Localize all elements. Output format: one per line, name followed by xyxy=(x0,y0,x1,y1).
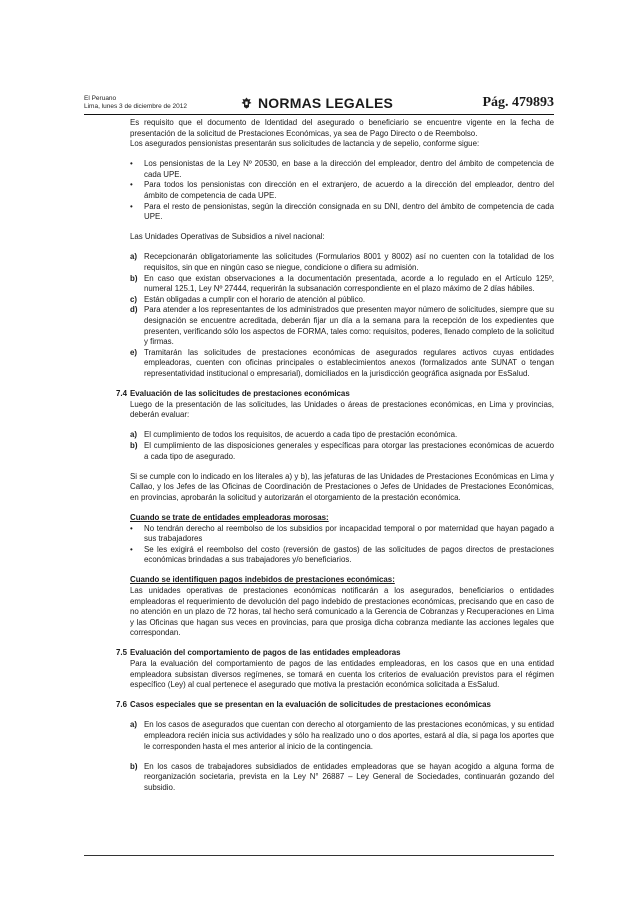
document-body xyxy=(84,118,554,793)
item-marker: b) xyxy=(130,273,138,283)
morosas-heading-text: Cuando se trate de entidades empleadoras morosas xyxy=(130,512,327,522)
item-marker: e) xyxy=(130,347,138,357)
units-heading: Las Unidades Operativas de Subsidios a nivel nacional: xyxy=(130,232,325,242)
list-item-text: En caso que existan observaciones a la documentación presentada, acorde a lo regulado en el Artículo 125º, numeral 125.1, Ley Nº 27444, requerirán la subsanación correspondiente en el plazo máximo de 2 días hábiles. xyxy=(144,273,554,294)
intro-paragraph: Es requisito que el documento de Identidad del asegurado o beneficiario se encuentre vigente en la fecha de presentación de la solicitud de Prestaciones Económicas, ya sea de Pago Directo o de Reembolso. xyxy=(130,118,554,138)
section-number: 7.4 xyxy=(116,389,127,399)
intro-paragraph: Los asegurados pensionistas presentarán sus solicitudes de lactancia y de sepelio, conforme sigue: xyxy=(130,139,480,149)
list-item xyxy=(84,524,554,545)
list-item xyxy=(84,441,554,462)
list-item-text: Están obligadas a cumplir con el horario de atención al público. xyxy=(144,294,366,304)
bullet-icon: • xyxy=(130,523,133,533)
list-item xyxy=(84,274,554,295)
list-item xyxy=(84,202,554,223)
section-title: Evaluación del comportamiento de pagos de las entidades empleadoras xyxy=(130,648,401,658)
list-item xyxy=(84,720,554,752)
bullet-icon: • xyxy=(130,201,133,211)
section-title: Casos especiales que se presentan en la evaluación de solicitudes de prestaciones económicas xyxy=(130,700,491,710)
section-heading-7-4 xyxy=(84,389,554,400)
section-number: 7.5 xyxy=(116,648,127,658)
section-heading-7-5 xyxy=(84,648,554,659)
list-item-text: No tendrán derecho al reembolso de los subsidios por incapacidad temporal o por maternidad que hayan pagado a sus trabajadores xyxy=(144,523,554,544)
list-item xyxy=(84,159,554,180)
item-marker: a) xyxy=(130,720,138,730)
list-item xyxy=(84,295,554,306)
morosas-heading: Cuando se trate de entidades empleadoras morosas: xyxy=(130,512,329,522)
indebidos-paragraph: Las unidades operativas de prestaciones económicas notificarán a los asegurados, beneficiarios o entidades empleadoras el requerimiento de devolución del pago indebido de prestaciones económicas, precisando que en caso de no atención en un plazo de 72 horas, tal hecho será comunicado a la Gerencia de Cobranzas y Recuperaciones en Lima y las Oficinas que hagan sus veces en provincias, para que prosiga dicha cobranza mediante las acciones legales que correspondan. xyxy=(130,585,554,638)
item-marker: b) xyxy=(130,440,138,450)
list-item xyxy=(84,348,554,380)
list-item-text: Los pensionistas de la Ley Nº 20530, en base a la dirección del empleador, dentro del ámbito de competencia de cada UPE. xyxy=(144,159,554,179)
header-rule xyxy=(84,114,554,115)
item-marker: a) xyxy=(130,252,138,262)
list-item-text: Para todos los pensionistas con dirección en el extranjero, de acuerdo a la dirección del empleador, dentro del ámbito de competencia de cada UPE. xyxy=(144,180,554,201)
section-closing: Si se cumple con lo indicado en los literales a) y b), las jefaturas de las Unidades de Prestaciones Económicas en Lima y Callao, y los Jefes de las Oficinas de Coordinación de Prestaciones o Jefes de Unidades de Prestaciones Económicas, en provincias, aprobarán la solicitud y autorizarán el otorgamiento de la prestación económica. xyxy=(130,471,554,502)
list-item xyxy=(84,430,554,441)
section-heading-7-6 xyxy=(84,700,554,711)
coat-of-arms-icon xyxy=(241,97,252,109)
section-title: Evaluación de las solicitudes de prestaciones económicas xyxy=(130,389,350,399)
footer-rule xyxy=(84,855,554,856)
list-item-text: Para el resto de pensionistas, según la dirección consignada en su DNI, dentro del ámbito de competencia de cada UPE. xyxy=(144,201,554,222)
list-item-text: Para atender a los representantes de los administrados que presenten mayor número de solicitudes, siempre que su designación se encuentre acreditada, deberán fijar un día a la semana para la recepción de los expedientes que presenten, verificando sólo los aspectos de FORMA, tales como: requisitos, poderes, llenado completo de la solicitud y firmas. xyxy=(144,305,554,347)
publication-name: El Peruano xyxy=(84,95,117,102)
list-item xyxy=(84,180,554,201)
list-item-text: Recepcionarán obligatoriamente las solicitudes (Formularios 8001 y 8002) así no cuenten con la totalidad de los requisitos, sin que en ningún caso se niegue, condicione o difiera su admisión. xyxy=(144,252,554,273)
list-item xyxy=(84,545,554,566)
item-marker: c) xyxy=(130,294,138,304)
bullet-icon: • xyxy=(130,159,133,169)
section-intro: Luego de la presentación de las solicitudes, las Unidades o áreas de prestaciones económicas, en Lima y provincias, deberán evaluar: xyxy=(130,399,554,420)
list-item-text: En los casos de trabajadores subsidiados de entidades empleadoras que se hayan acogido a alguna forma de reorganización societaria, prevista en la Ley N° 26887 – Ley General de Sociedades, continuarán gozando del subsidio. xyxy=(144,761,554,792)
bullet-icon: • xyxy=(130,180,133,190)
indebidos-heading: Cuando se identifiquen pagos indebidos de prestaciones económicas: xyxy=(130,575,395,585)
publication-date: Lima, lunes 3 de diciembre de 2012 xyxy=(84,103,187,110)
item-marker: a) xyxy=(130,430,138,440)
list-item xyxy=(84,762,554,794)
list-item-text: El cumplimiento de las disposiciones generales y específicas para otorgar las prestaciones económicas de acuerdo a cada tipo de asegurado. xyxy=(144,440,554,461)
item-marker: d) xyxy=(130,305,138,315)
section-title: NORMAS LEGALES xyxy=(258,95,394,111)
list-item-text: El cumplimiento de todos los requisitos, de acuerdo a cada tipo de prestación económica. xyxy=(144,430,458,440)
bullet-icon: • xyxy=(130,544,133,554)
section-paragraph: Para la evaluación del comportamiento de pagos de las entidades empleadoras, en los casos que en una entidad empleadora subsistan diversos regímenes, se tomará en cuenta los criterios de evaluación previstos para el régimen específico (Ley) al cual pertenece el asegurado que motiva la prestación económica solicitada a EsSalud. xyxy=(130,659,554,690)
page-number: Pág. 479893 xyxy=(482,95,554,110)
list-item xyxy=(84,252,554,273)
section-number: 7.6 xyxy=(116,700,127,710)
item-marker: b) xyxy=(130,761,138,771)
list-item xyxy=(84,305,554,347)
list-item-text: Tramitarán las solicitudes de prestaciones económicas de asegurados regulares activos cuyas entidades empleadoras, cuenten con oficinas principales o establecimientos anexos (formalizados ante SUNAT o tengan representatividad institucional o empresarial), domiciliados en la jurisdicción geográfica asignada por EsSalud. xyxy=(144,347,554,378)
list-item-text: Se les exigirá el reembolso del costo (reversión de gastos) de las solicitudes de pagos directos de prestaciones económicas brindadas a sus trabajadores y/o beneficiarios. xyxy=(144,544,554,565)
list-item-text: En los casos de asegurados que cuentan con derecho al otorgamiento de las prestaciones económicas, y su entidad empleadora recién inicia sus actividades y sólo ha realizado uno o dos aportes, estará al día, si paga los aportes que le corresponden hasta el mes anterior al inicio de la contingencia. xyxy=(144,720,554,751)
